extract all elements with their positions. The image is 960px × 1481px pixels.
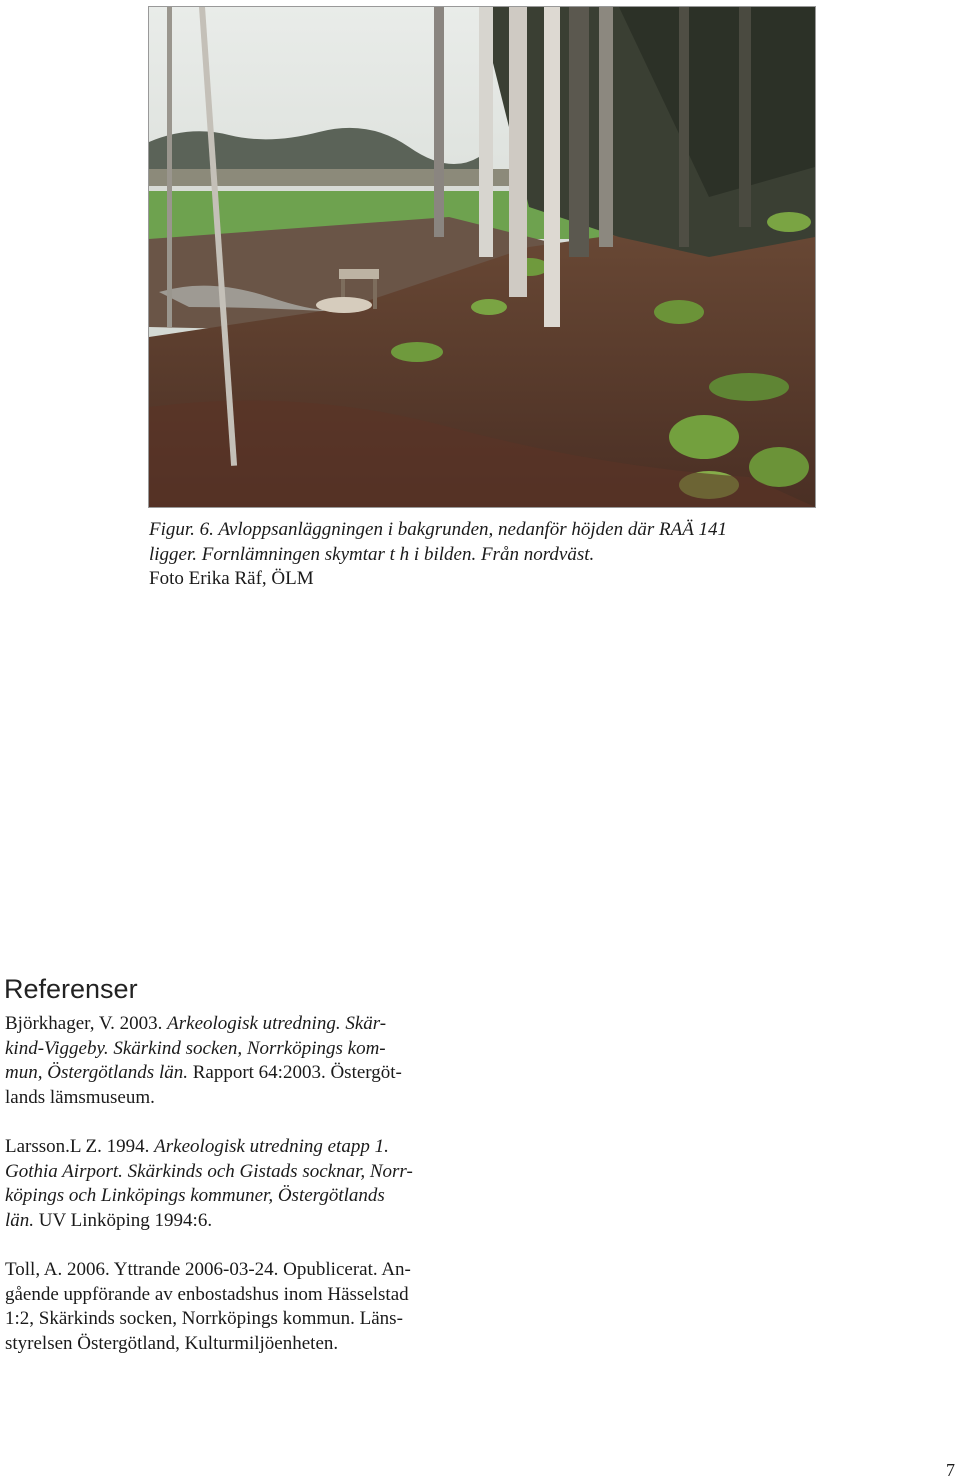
reference-line <box>5 1283 475 1308</box>
reference-entry <box>5 1258 475 1356</box>
landscape-photo-illustration <box>149 7 815 507</box>
reference-text: lands lämsmuseum. <box>5 1086 155 1108</box>
figure-caption <box>149 518 829 592</box>
reference-text: styrelsen Östergötland, Kulturmiljöenheten. <box>5 1332 339 1354</box>
reference-line <box>5 1160 475 1185</box>
reference-text: Björkhager, V. 2003. <box>5 1013 168 1034</box>
reference-entry <box>5 1135 475 1233</box>
reference-title-text: Gothia Airport. Skärkinds och Gistads socknar, Norr- <box>5 1160 413 1182</box>
reference-text: Toll, A. 2006. Yttrande 2006-03-24. Opublicerat. An- <box>5 1258 411 1280</box>
reference-text: 1:2, Skärkinds socken, Norrköpings kommun. Läns- <box>5 1308 403 1330</box>
reference-title-text: län. <box>5 1209 39 1231</box>
caption-line: ligger. Fornlämningen skymtar t h i bilden. Från nordväst. <box>149 543 595 565</box>
reference-title-text: kind-Viggeby. Skärkind socken, Norrköpings kom- <box>5 1037 386 1059</box>
reference-text: UV Linköping 1994:6. <box>38 1209 213 1231</box>
reference-line <box>5 1184 475 1209</box>
page-number: 7 <box>946 1460 955 1480</box>
reference-entry <box>5 1012 475 1110</box>
reference-title-text: köpings och Linköpings kommuner, Östergötlands <box>5 1185 385 1207</box>
reference-line <box>5 1332 475 1357</box>
reference-title-text: mun, Östergötlands län. <box>5 1062 193 1084</box>
reference-line <box>5 1135 475 1160</box>
figure-photo <box>148 6 816 508</box>
reference-title-text: Arkeologisk utredning. Skär- <box>167 1013 387 1034</box>
reference-line <box>5 1307 475 1332</box>
reference-line <box>5 1209 475 1234</box>
references-heading: Referenser <box>4 974 138 1004</box>
reference-text: Rapport 64:2003. Östergöt- <box>192 1062 402 1084</box>
caption-line: Figur. 6. Avloppsanläggningen i bakgrunden, nedanför höjden där RAÄ 141 <box>149 519 728 540</box>
reference-line <box>5 1258 475 1283</box>
reference-line <box>5 1037 475 1062</box>
photo-credit: Foto Erika Räf, ÖLM <box>149 568 314 589</box>
reference-line <box>5 1086 475 1111</box>
reference-list <box>5 1012 475 1381</box>
reference-text: Larsson.L Z. 1994. <box>5 1135 155 1157</box>
reference-title-text: Arkeologisk utredning etapp 1. <box>154 1135 389 1157</box>
reference-line <box>5 1061 475 1086</box>
reference-line <box>5 1012 475 1037</box>
reference-text: gående uppförande av enbostadshus inom Hässelstad <box>5 1283 409 1305</box>
